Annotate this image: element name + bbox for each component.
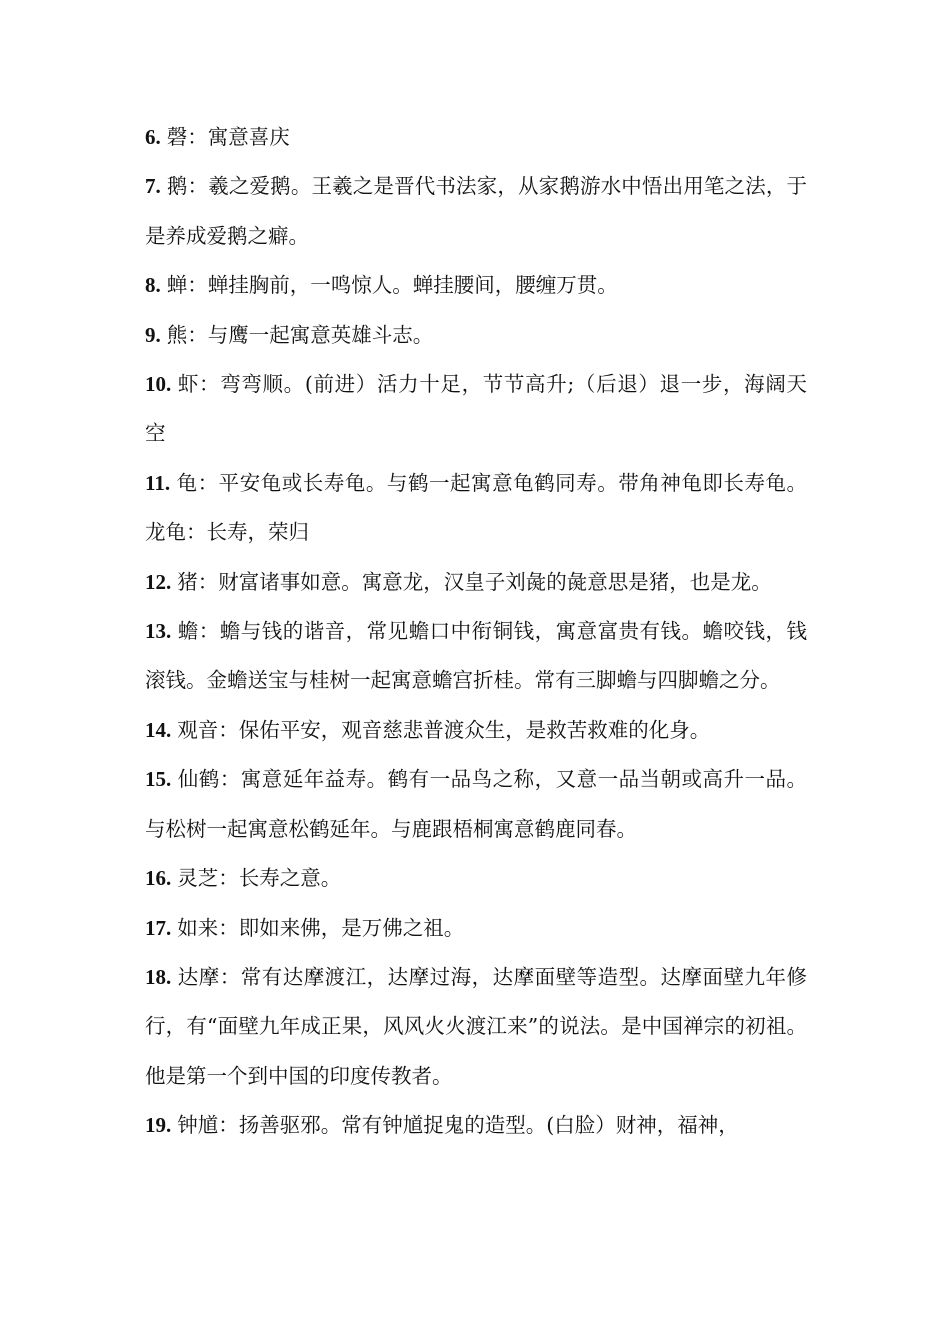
- entry-number: 10.: [145, 372, 172, 397]
- entry-text: 蝉：蝉挂胸前，一鸣惊人。蝉挂腰间，腰缠万贯。: [166, 273, 618, 298]
- entry-text: 磬：寓意喜庆: [166, 125, 290, 149]
- entry-number: 6.: [145, 125, 161, 149]
- entry-text: 龟：平安龟或长寿龟。与鹤一起寓意龟鹤同寿。带角神龟即长寿龟。龙龟：长寿，荣归: [145, 470, 807, 545]
- list-item: [145, 459, 807, 558]
- entry-text: 灵芝：长寿之意。: [177, 866, 342, 891]
- entry-text: 如来：即如来佛，是万佛之祖。: [177, 915, 465, 940]
- entry-text: 达摩：常有达摩渡江，达摩过海，达摩面壁等造型。达摩面壁九年修行，有“面壁九年成正果，风风火火渡江来”的说法。是中国禅宗的初祖。他是第一个到中国的印度传教者。: [145, 964, 807, 1088]
- entry-text: 虾：弯弯顺。(前进）活力十足，节节高升;（后退）退一步，海阔天空: [145, 372, 807, 446]
- list-item: [145, 854, 807, 903]
- entry-text: 猪：财富诸事如意。寓意龙，汉皇子刘彘的彘意思是猪，也是龙。: [177, 569, 772, 594]
- entry-text: 仙鹤：寓意延年益寿。鹤有一品鸟之称，又意一品当朝或高升一品。与松树一起寓意松鹤延年。与鹿跟梧桐寓意鹤鹿同春。: [145, 767, 807, 841]
- entry-number: 16.: [145, 866, 172, 891]
- entry-number: 12.: [145, 569, 172, 594]
- entry-number: 7.: [145, 174, 161, 199]
- entry-number: 15.: [145, 767, 172, 792]
- entry-text: 钟馗：扬善驱邪。常有钟馗捉鬼的造型。(白脸）财神，福神，: [177, 1113, 739, 1138]
- entry-number: 9.: [145, 322, 161, 347]
- entry-number: 13.: [145, 619, 172, 644]
- entry-text: 鹅：羲之爱鹅。王羲之是晋代书法家，从家鹅游水中悟出用笔之法，于是养成爱鹅之癖。: [145, 174, 807, 248]
- list-item: [145, 261, 807, 310]
- entry-text: 熊：与鹰一起寓意英雄斗志。: [166, 322, 434, 347]
- list-item: [145, 607, 807, 706]
- list-item: [145, 360, 807, 459]
- entry-text: 观音：保佑平安，观音慈悲普渡众生，是救苦救难的化身。: [177, 717, 711, 742]
- entry-number: 17.: [145, 915, 172, 940]
- entry-list: [145, 113, 807, 1151]
- list-item: [145, 162, 807, 261]
- list-item: [145, 311, 807, 360]
- list-item: [145, 904, 807, 953]
- entry-number: 18.: [145, 964, 172, 989]
- entry-number: 8.: [145, 273, 161, 298]
- entry-number: 19.: [145, 1113, 172, 1138]
- list-item: [145, 1101, 807, 1150]
- list-item: [145, 558, 807, 607]
- list-item: [145, 113, 807, 162]
- entry-number: 14.: [145, 717, 172, 742]
- list-item: [145, 706, 807, 755]
- list-item: [145, 953, 807, 1101]
- entry-number: 11.: [145, 470, 171, 495]
- list-item: [145, 755, 807, 854]
- entry-text: 蟾：蟾与钱的谐音，常见蟾口中衔铜钱，寓意富贵有钱。蟾咬钱，钱滚钱。金蟾送宝与桂树一起寓意蟾宫折桂。常有三脚蟾与四脚蟾之分。: [145, 619, 807, 693]
